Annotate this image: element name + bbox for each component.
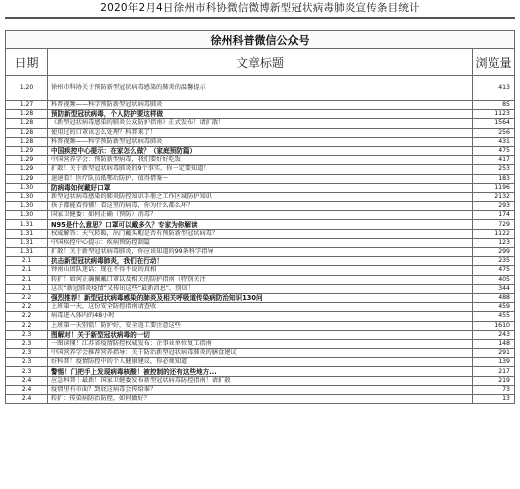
- cell-title[interactable]: 一图读懂！江苏省疫情防控权威发布：企事业单位复工指南: [48, 339, 473, 348]
- cell-title[interactable]: 上班第一天别慌！防护好，安全返工要注意这些: [48, 321, 473, 330]
- table-row: [6, 146, 515, 155]
- table-row: [6, 303, 515, 312]
- table-row: [6, 101, 515, 110]
- cell-date[interactable]: 1.31: [6, 229, 48, 238]
- cell-views[interactable]: 405: [472, 275, 514, 284]
- cell-title[interactable]: 孩子都能看得懂！看这里的病毒，你为什么都么坏？: [48, 202, 473, 211]
- cell-views[interactable]: 85: [472, 101, 514, 110]
- header-date[interactable]: 日期: [6, 49, 48, 76]
- cell-date[interactable]: 1.30: [6, 192, 48, 201]
- cell-date[interactable]: 2.1: [6, 257, 48, 266]
- table-row: [6, 156, 515, 165]
- cell-date[interactable]: 2.1: [6, 275, 48, 284]
- cell-date[interactable]: 1.28: [6, 119, 48, 128]
- cell-title[interactable]: 国家卫健委：如何正确（预防）消毒？: [48, 211, 473, 220]
- cell-views[interactable]: 475: [472, 146, 514, 155]
- table-row: [6, 367, 515, 376]
- account-title-row: [6, 31, 515, 49]
- cell-date[interactable]: 2.1: [6, 266, 48, 275]
- cell-date[interactable]: 2.1: [6, 284, 48, 293]
- table-row: [6, 257, 515, 266]
- table-row: [6, 339, 515, 348]
- cell-title[interactable]: 强烈推荐！新型冠状病毒感染的肺炎及相关呼吸道传染病防治知识130问: [48, 293, 473, 302]
- cell-date[interactable]: 2.2: [6, 321, 48, 330]
- cell-title[interactable]: 使用过的口罩该怎么处理？科普来了！: [48, 128, 473, 137]
- table-row: [6, 110, 515, 119]
- cell-views[interactable]: 1564: [472, 119, 514, 128]
- table-row: [6, 312, 515, 321]
- table-row: [6, 211, 515, 220]
- cell-date[interactable]: 1.31: [6, 248, 48, 257]
- cell-date[interactable]: 2.3: [6, 339, 48, 348]
- cell-views[interactable]: 413: [472, 76, 514, 101]
- table-row: [6, 284, 515, 293]
- cell-title[interactable]: 疫情里有市面？到底这病毒会传给谁？: [48, 385, 473, 394]
- cell-title[interactable]: 病毒进入体内的48小时: [48, 312, 473, 321]
- cell-views[interactable]: 344: [472, 284, 514, 293]
- cell-views[interactable]: 729: [472, 220, 514, 229]
- table-row: [6, 330, 515, 339]
- cell-date[interactable]: 2.3: [6, 367, 48, 376]
- cell-date[interactable]: 1.28: [6, 110, 48, 119]
- cell-views[interactable]: 139: [472, 358, 514, 367]
- cell-date[interactable]: 2.4: [6, 385, 48, 394]
- table-row: [6, 128, 515, 137]
- cell-date[interactable]: 1.27: [6, 101, 48, 110]
- cell-date[interactable]: 1.30: [6, 211, 48, 220]
- cell-views[interactable]: 2132: [472, 192, 514, 201]
- cell-date[interactable]: 1.20: [6, 76, 48, 101]
- cell-title[interactable]: 中国疾控中心提示：在家怎么做？（家庭预防篇）: [48, 146, 473, 155]
- cell-title[interactable]: 速速看！医疗队员抵鄂后防护，值得借鉴～: [48, 174, 473, 183]
- cell-date[interactable]: 1.29: [6, 146, 48, 155]
- cell-date[interactable]: 1.29: [6, 174, 48, 183]
- cell-title[interactable]: 新型冠状病毒感染的肺炎防控知识手册之工作区域防护知识: [48, 192, 473, 201]
- table-row: [6, 395, 515, 404]
- table-row: [6, 137, 515, 146]
- cell-title[interactable]: 钟南山团队迷话：现在不得不说的真相: [48, 266, 473, 275]
- table-row: [6, 358, 515, 367]
- cell-views[interactable]: 417: [472, 156, 514, 165]
- cell-title[interactable]: 徐州市科协关于预防新型冠状病毒感染的肺炎的温馨提示: [48, 76, 473, 101]
- cell-title[interactable]: 扩散！关于新型冠状病毒肺炎，你应该知道的99条科学指导: [48, 248, 473, 257]
- table-row: [6, 165, 515, 174]
- table-row: [6, 266, 515, 275]
- cell-date[interactable]: 1.31: [6, 220, 48, 229]
- cell-views[interactable]: 174: [472, 211, 514, 220]
- cell-date[interactable]: 1.30: [6, 183, 48, 192]
- table-row: [6, 220, 515, 229]
- cell-views[interactable]: 13: [472, 395, 514, 404]
- cell-title[interactable]: 中国疾控中心提示：疾病预防控制篇: [48, 238, 473, 247]
- table-row: [6, 174, 515, 183]
- table-row: [6, 119, 515, 128]
- header-views[interactable]: 浏览量: [472, 49, 514, 76]
- cell-date[interactable]: 2.2: [6, 303, 48, 312]
- cell-views[interactable]: 455: [472, 312, 514, 321]
- cell-views[interactable]: 219: [472, 376, 514, 385]
- table-row: [6, 349, 515, 358]
- cell-views[interactable]: 459: [472, 303, 514, 312]
- cell-date[interactable]: 1.29: [6, 165, 48, 174]
- cell-title[interactable]: 警惕！门把手上发现病毒核酸！被控制的还有这些地方...: [48, 367, 473, 376]
- table-row: [6, 321, 515, 330]
- cell-views[interactable]: 253: [472, 165, 514, 174]
- cell-date[interactable]: 1.28: [6, 128, 48, 137]
- cell-views[interactable]: 291: [472, 349, 514, 358]
- cell-date[interactable]: 1.29: [6, 156, 48, 165]
- table-row: [6, 229, 515, 238]
- cell-title[interactable]: 扩散！关于新型冠状病毒肺炎的9个事实，你一定要知道！: [48, 165, 473, 174]
- cell-title[interactable]: 应急科普｜最新！国家卫健委发布新型冠状病毒防控指南！请扩散: [48, 376, 473, 385]
- cell-views[interactable]: 256: [472, 128, 514, 137]
- cell-title[interactable]: 好科普！疫情防控中的个人健康建议，你必须知道: [48, 358, 473, 367]
- cell-views[interactable]: 123: [472, 238, 514, 247]
- table-row: [6, 248, 515, 257]
- cell-title[interactable]: 中国营养学会推荐营养指导：关于防治新型冠状病毒肺炎的膳食建议: [48, 349, 473, 358]
- account-title[interactable]: 徐州科普微信公众号: [6, 31, 515, 49]
- cell-title[interactable]: 图解对！关于新型冠状病毒的一切: [48, 330, 473, 339]
- cell-views[interactable]: 488: [472, 293, 514, 302]
- table-row: [6, 192, 515, 201]
- cell-views[interactable]: 148: [472, 339, 514, 348]
- cell-views[interactable]: 293: [472, 202, 514, 211]
- table-row: [6, 385, 515, 394]
- cell-date[interactable]: 1.31: [6, 238, 48, 247]
- cell-date[interactable]: 2.3: [6, 358, 48, 367]
- cell-title[interactable]: 中国营养学会：预防新型病毒，我们要好好吃饭: [48, 156, 473, 165]
- cell-views[interactable]: 1610: [472, 321, 514, 330]
- cell-title[interactable]: 上班第一天，这份安全防控指南请查收: [48, 303, 473, 312]
- cell-title[interactable]: 抗击新型冠状病毒肺炎，我们在行动！: [48, 257, 473, 266]
- cell-views[interactable]: 1123: [472, 110, 514, 119]
- cell-views[interactable]: 235: [472, 257, 514, 266]
- cell-title[interactable]: 防病毒如何戴好口罩: [48, 183, 473, 192]
- table-row: [6, 202, 515, 211]
- cell-date[interactable]: 2.2: [6, 293, 48, 302]
- cell-date[interactable]: 2.4: [6, 376, 48, 385]
- table-row: [6, 275, 515, 284]
- cell-views[interactable]: 431: [472, 137, 514, 146]
- stats-table: [5, 30, 515, 404]
- cell-views[interactable]: 183: [472, 174, 514, 183]
- cell-title[interactable]: N95是什么意思？口罩可以戴多久？专家为你解读: [48, 220, 473, 229]
- table-row: [6, 376, 515, 385]
- cell-title[interactable]: 转扩！如何正确佩戴口罩以及相关的防护指南（特别关注: [48, 275, 473, 284]
- cell-date[interactable]: 1.30: [6, 202, 48, 211]
- page-title: 2020年2月4日徐州市科协微信微博新型冠状病毒肺炎宣传条目统计: [100, 2, 420, 14]
- cell-views[interactable]: 475: [472, 266, 514, 275]
- cell-title[interactable]: 转扩：传染病防治防控，如何做好？: [48, 395, 473, 404]
- cell-date[interactable]: 2.4: [6, 395, 48, 404]
- cell-title[interactable]: 科普视频——科学预防新型冠状病毒肺炎: [48, 101, 473, 110]
- title-underline: [5, 17, 515, 19]
- cell-views[interactable]: 217: [472, 367, 514, 376]
- header-title[interactable]: 文章标题: [48, 49, 473, 76]
- cell-date[interactable]: 1.28: [6, 137, 48, 146]
- cell-title[interactable]: 这次“新冠肺炎疫情”又传出这些“最新消息”，别信！: [48, 284, 473, 293]
- cell-views[interactable]: 73: [472, 385, 514, 394]
- cell-title[interactable]: 科普视频——科学预防新型冠状病毒肺炎: [48, 137, 473, 146]
- table-row: [6, 76, 515, 101]
- cell-date[interactable]: 2.3: [6, 330, 48, 339]
- cell-date[interactable]: 2.2: [6, 312, 48, 321]
- table-row: [6, 238, 515, 247]
- cell-views[interactable]: 299: [472, 248, 514, 257]
- header-row: [6, 49, 515, 76]
- cell-title[interactable]: 预防新型冠状病毒，个人防护要这样做: [48, 110, 473, 119]
- cell-title[interactable]: 《新型冠状病毒感染的肺炎公众防护指南》正式发布！请扩散！: [48, 119, 473, 128]
- cell-views[interactable]: 243: [472, 330, 514, 339]
- cell-date[interactable]: 2.3: [6, 349, 48, 358]
- table-row: [6, 293, 515, 302]
- cell-views[interactable]: 1122: [472, 229, 514, 238]
- table-row: [6, 183, 515, 192]
- cell-views[interactable]: 1196: [472, 183, 514, 192]
- cell-title[interactable]: 权威解答：天气转暖，出门戴头帽是否有预防新型冠状病毒？: [48, 229, 473, 238]
